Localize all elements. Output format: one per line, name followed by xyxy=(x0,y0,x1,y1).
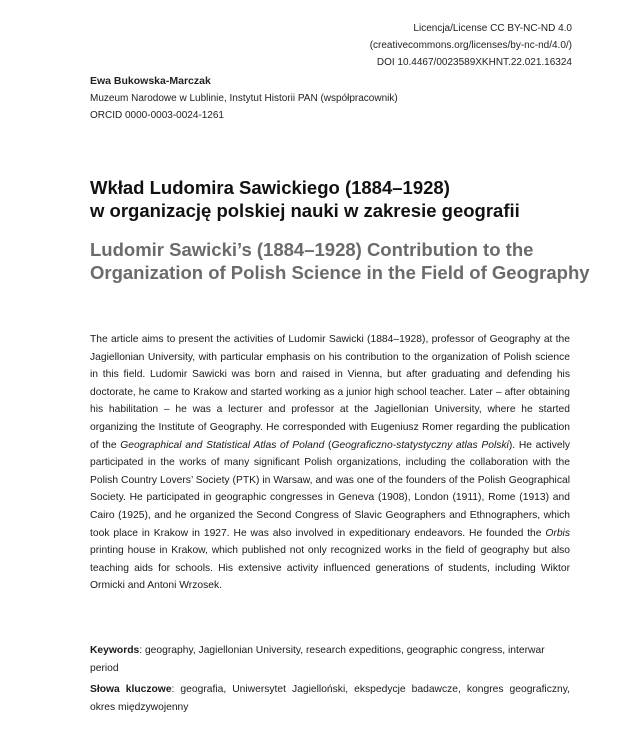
title-english-line1: Ludomir Sawicki’s (1884–1928) Contribution to the xyxy=(90,239,534,260)
author-block xyxy=(90,73,398,124)
keywords-pl-label: Słowa kluczowe xyxy=(90,684,172,695)
abstract-part3: ). He actively participated in the works of many significant Polish organizations, including the collaboration with the Polish Country Lovers’ Society (PTK) in Warsaw, and was one of the founders of the Polish Geographical Society. He participated in geographic congresses in Geneva (1908), London (1911), Rome (1913) and Cairo (1925), and he organized the Second Congress of Slavic Geographers and Ethnographers, which took place in Krakow in 1927. He was also involved in expeditionary endeavors. He founded the xyxy=(90,439,571,539)
abstract-part1: The article aims to present the activities of Ludomir Sawicki (1884–1928), professor of Geography at the Jagiellonian University, with particular emphasis on his contribution to the organization of Polish science in this field. Ludomir Sawicki was born and raised in Vienna, but after graduating and defending his doctorate, he came to Krakow and started working as a junior high school teacher. Later – after obtaining his habilitation – he was a lecturer and professor at the Jagiellonian University, where he started organizing the Institute of Geography. He corresponded with Eugeniusz Romer regarding the publication of the xyxy=(90,334,570,451)
license-name: Licencja/License CC BY-NC-ND 4.0 xyxy=(413,23,572,34)
author-name: Ewa Bukowska-Marczak xyxy=(90,75,211,87)
license-block xyxy=(370,20,572,71)
abstract xyxy=(90,331,570,595)
abstract-part4: printing house in Krakow, which published not only recognized works in the field of geography but also teaching aids for schools. His extensive activity influenced generations of students, including Wiktor Ormicki and Antoni Wrzosek. xyxy=(90,545,570,592)
title-polish-line1: Wkład Ludomira Sawickiego (1884–1928) xyxy=(90,177,450,198)
title-english-line2: Organization of Polish Science in the Field of Geography xyxy=(90,262,590,283)
atlas-title-pl: Geograficzno-statystyczny atlas Polski xyxy=(331,439,509,451)
keywords-pl-text: : geografia, Uniwersytet Jagielloński, ekspedycje badawcze, kongres geograficzny, okres międzywojenny xyxy=(90,684,570,713)
author-affiliation: Muzeum Narodowe w Lublinie, Instytut Historii PAN (współpracownik) xyxy=(90,93,398,104)
abstract-part2: ( xyxy=(324,439,332,451)
license-url: (creativecommons.org/licenses/by-nc-nd/4.0/) xyxy=(369,40,572,51)
atlas-title-en: Geographical and Statistical Atlas of Poland xyxy=(120,439,325,451)
keywords-polish xyxy=(90,681,570,716)
title-polish-line2: w organizację polskiej nauki w zakresie geografii xyxy=(90,200,520,221)
doi: DOI 10.4467/0023589XKHNT.22.021.16324 xyxy=(376,57,572,68)
title-english xyxy=(90,238,590,284)
author-orcid: ORCID 0000-0003-0024-1261 xyxy=(90,110,224,121)
keywords-english xyxy=(90,642,570,677)
orbis-name: Orbis xyxy=(545,527,570,539)
keywords-text: : geography, Jagiellonian University, research expeditions, geographic congress, interwar period xyxy=(90,645,545,674)
keywords-label: Keywords xyxy=(90,645,140,656)
title-polish xyxy=(90,176,590,222)
